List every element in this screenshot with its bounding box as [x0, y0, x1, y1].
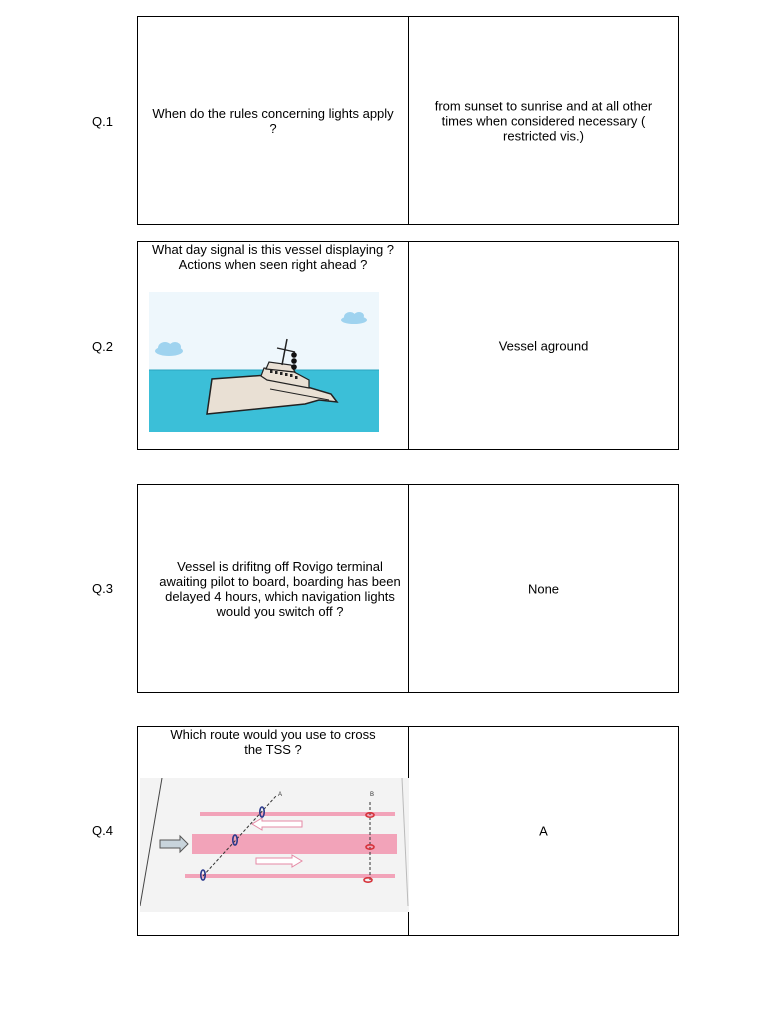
question-cell	[138, 17, 409, 224]
question-number-2: Q.2	[92, 339, 113, 354]
vessel-aground-illustration	[149, 292, 379, 432]
question-number-4: Q.4	[92, 823, 113, 838]
flashcard-3	[137, 484, 679, 693]
answer-text: from sunset to sunrise and at all other times when considered necessary ( restricted vis.)	[434, 98, 653, 143]
route-a-label: A	[278, 792, 283, 798]
day-signal-balls	[291, 352, 297, 370]
answer-cell	[409, 485, 678, 692]
flashcard-1	[137, 16, 679, 225]
question-cell	[138, 485, 409, 692]
answer-cell	[409, 17, 678, 224]
question-cell	[138, 727, 409, 935]
route-b-label: B	[370, 792, 375, 798]
answer-text: Vessel aground	[498, 338, 589, 353]
question-text: Which route would you use to cross the TSS ?	[170, 727, 376, 757]
question-text: Vessel is drifitng off Rovigo terminal awaiting pilot to board, boarding has been delayed 4 hours, which navigation lights would you switch off ?	[159, 558, 401, 619]
flashcard-4	[137, 726, 679, 936]
question-cell	[138, 242, 409, 449]
flashcard-2	[137, 241, 679, 450]
question-text: When do the rules concerning lights apply ?	[152, 105, 394, 136]
answer-cell	[409, 727, 678, 935]
answer-text: A	[539, 823, 548, 839]
question-number-1: Q.1	[92, 114, 113, 129]
answer-text: None	[527, 581, 560, 596]
question-number-3: Q.3	[92, 581, 113, 596]
answer-cell	[409, 242, 678, 449]
tss-crossing-diagram	[140, 778, 409, 912]
question-text: What day signal is this vessel displaying ? Actions when seen right ahead ?	[151, 242, 395, 272]
